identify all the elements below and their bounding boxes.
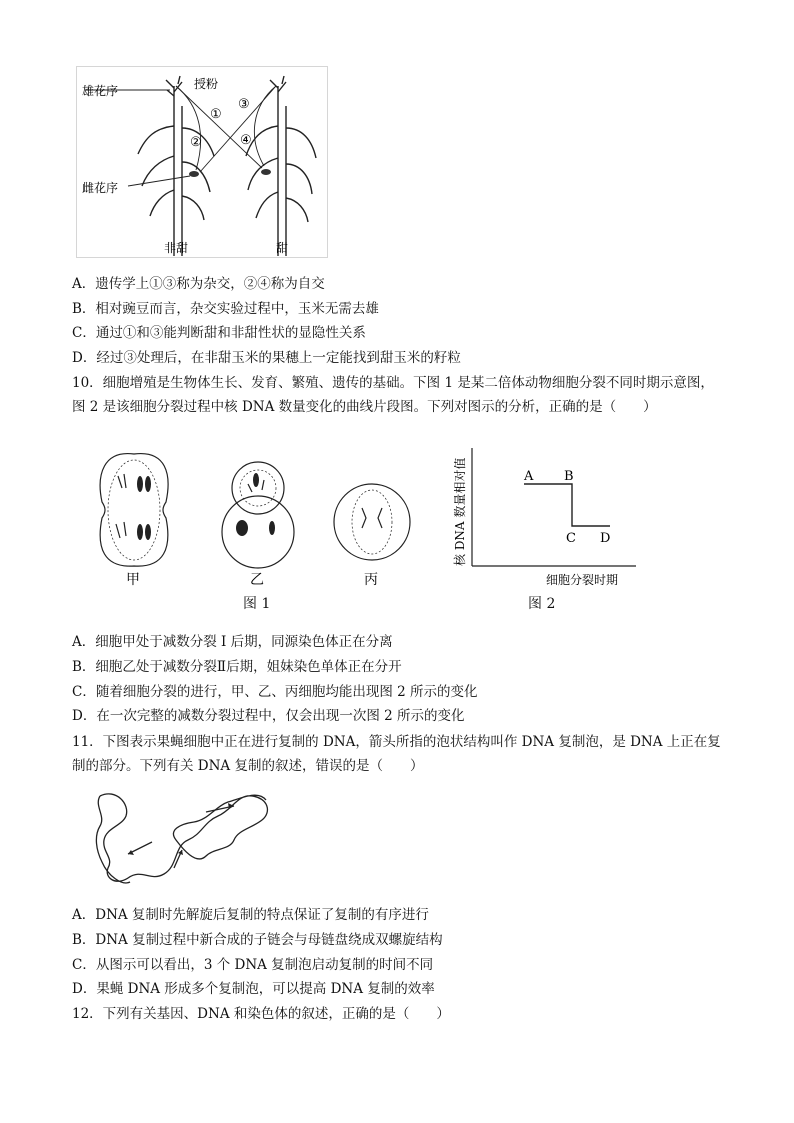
- point-d: D: [600, 531, 611, 546]
- fig1-caption: 图 1: [243, 596, 271, 612]
- q11-stem-line2: 制的部分。下列有关 DNA 复制的叙述，错误的是（ ）: [72, 758, 424, 774]
- q9-option-c: C．通过①和③能判断甜和非甜性状的显隐性关系: [72, 325, 366, 341]
- non-sweet-label: 非甜: [164, 241, 189, 255]
- corn-pollination-figure: [76, 66, 328, 258]
- pollination-label: 授粉: [194, 77, 219, 91]
- mark-1: ①: [210, 107, 222, 122]
- female-flower-right: [261, 169, 271, 175]
- point-b: B: [564, 469, 574, 484]
- cell-figure-svg: [96, 444, 416, 614]
- q10-stem-line2: 图 2 是该细胞分裂过程中核 DNA 数量变化的曲线片段图。下列对图示的分析，正确的是（ ）: [72, 399, 657, 415]
- mark-4: ④: [240, 133, 252, 148]
- dna-graph-svg: [448, 440, 648, 590]
- q11-option-a: A．DNA 复制时先解旋后复制的特点保证了复制的有序进行: [72, 907, 429, 923]
- dna-replication-figure: [86, 786, 282, 892]
- q9-option-b: B．相对豌豆而言，杂交实验过程中，玉米无需去雄: [72, 301, 379, 317]
- q12-stem: 12．下列有关基因、DNA 和染色体的叙述，正确的是（ ）: [72, 1006, 450, 1022]
- q9-option-d: D．经过③处理后，在非甜玉米的果穗上一定能找到甜玉米的籽粒: [72, 350, 461, 366]
- q10-option-c: C．随着细胞分裂的进行，甲、乙、丙细胞均能出现图 2 所示的变化: [72, 684, 478, 700]
- sweet-label: 甜: [276, 241, 289, 255]
- cell-label-jia: 甲: [126, 572, 140, 588]
- cell-jia: [100, 454, 168, 567]
- female-flower-label: 雌花序: [82, 181, 119, 195]
- mark-2: ②: [190, 135, 202, 150]
- cell-bing: [334, 484, 410, 560]
- q10-option-a: A．细胞甲处于减数分裂 I 后期，同源染色体正在分离: [72, 634, 393, 650]
- point-a: A: [524, 469, 534, 484]
- corn-figure-svg: [76, 66, 328, 258]
- graph-xlabel: 细胞分裂时期: [546, 573, 619, 587]
- graph-ylabel: 核 DNA 数量相对值: [453, 457, 467, 566]
- cell-division-figure: [96, 444, 416, 614]
- point-c: C: [566, 531, 576, 546]
- fig2-caption: 图 2: [528, 596, 556, 612]
- q11-option-c: C．从图示可以看出，3 个 DNA 复制泡启动复制的时间不同: [72, 957, 434, 973]
- q10-option-b: B．细胞乙处于减数分裂Ⅱ后期，姐妹染色单体正在分开: [72, 659, 402, 675]
- cell-label-bing: 丙: [364, 572, 378, 588]
- cell-label-yi: 乙: [250, 572, 264, 588]
- q9-option-a: A．遗传学上①③称为杂交，②④称为自交: [72, 276, 325, 292]
- q10-stem-line1: 10．细胞增殖是生物体生长、发育、繁殖、遗传的基础。下图 1 是某二倍体动物细胞分裂不同时期示意图，: [72, 375, 714, 391]
- mark-3: ③: [238, 97, 250, 112]
- dna-figure-svg: [86, 786, 282, 892]
- q11-option-b: B．DNA 复制过程中新合成的子链会与母链盘绕成双螺旋结构: [72, 932, 443, 948]
- female-flower-left: [189, 171, 199, 177]
- q11-option-d: D．果蝇 DNA 形成多个复制泡，可以提高 DNA 复制的效率: [72, 981, 435, 997]
- q10-option-d: D．在一次完整的减数分裂过程中，仅会出现一次图 2 所示的变化: [72, 708, 465, 724]
- dna-graph: [448, 440, 648, 590]
- q11-stem-line1: 11．下图表示果蝇细胞中正在进行复制的 DNA，箭头所指的泡状结构叫作 DNA 复制泡，是 DNA 上正在复: [72, 734, 721, 750]
- male-flower-label: 雄花序: [82, 84, 119, 98]
